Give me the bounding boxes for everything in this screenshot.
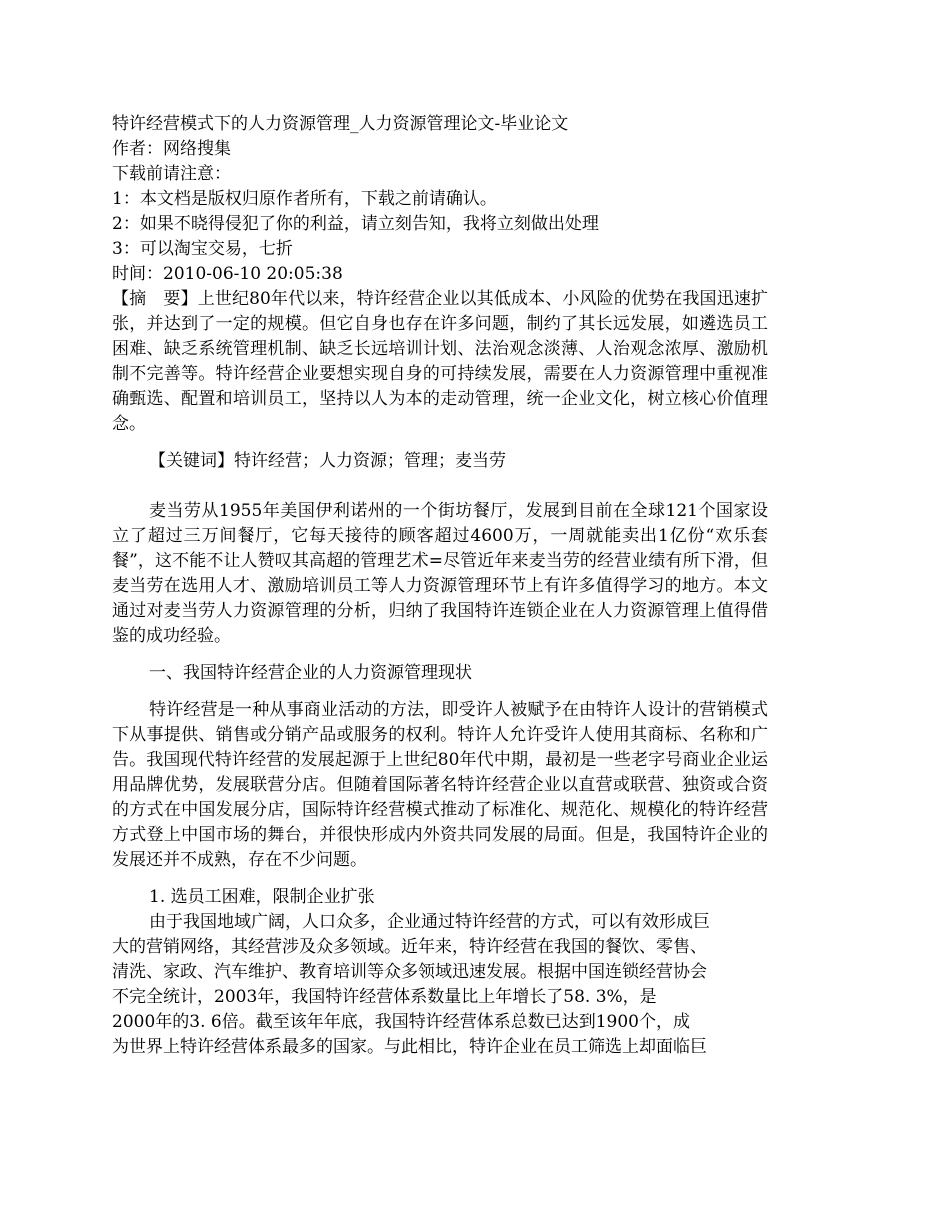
document-page [112,112,768,1060]
subsection-heading: 1. 选员工困难，限制企业扩张 [149,887,375,907]
subsection-line: 由于我国地域广阔，人口众多，企业通过特许经营的方式，可以有效形成巨 [149,912,710,932]
subsection-line: 清洗、家政、汽车维护、教育培训等众多领域迅速发展。根据中国连锁经营协会 [112,962,707,982]
subsection-line: 大的营销网络，其经营涉及众多领域。近年来，特许经营在我国的餐饮、零售、 [112,937,707,957]
intro-paragraph: 麦当劳从1955年美国伊利诺州的一个街坊餐厅，发展到目前在全球121个国家设立了超过三万间餐厅，它每天接待的顾客超过4600万，一周就能卖出1亿份“欢乐套餐”，这不能不让人赞叹其高超的管理艺术=尽管近年来麦当劳的经营业绩有所下滑，但麦当劳在选用人才、激励培训员工等人力资源管理环节上有许多值得学习的地方。本文通过对麦当劳人力资源管理的分析，归纳了我国特许连锁企业在人力资源管理上值得借鉴的成功经验。 [112,501,768,646]
section-heading: 一、我国特许经营企业的人力资源管理现状 [149,663,472,683]
abstract-paragraph: 【摘 要】上世纪80年代以来，特许经营企业以其低成本、小风险的优势在我国迅速扩张，并达到了一定的规模。但它自身也存在许多问题，制约了其长远发展，如遴选员工困难、缺乏系统管理机制、缺乏长远培训计划、法治观念淡薄、人治观念浓厚、激励机制不完善等。特许经营企业要想实现自身的可持续发展，需要在人力资源管理中重视准确甄选、配置和培训员工，坚持以人为本的走动管理，统一企业文化，树立核心价值理念。 [112,289,768,434]
subsection-line: 2000年的3. 6倍。截至该年年底，我国特许经营体系总数已达到1900个，成 [112,1012,690,1032]
spacer [112,873,768,885]
subsection-line: 不完全统计，2003年，我国特许经营体系数量比上年增长了58. 3%，是 [112,987,657,1007]
section-paragraph: 特许经营是一种从事商业活动的方法，即受许人被赋予在由特许人设计的营销模式下从事提供、销售或分销产品或服务的权利。特许人允许受许人使用其商标、名称和广告。我国现代特许经营的发展起源于上世纪80年代中期，最初是一些老字号商业企业运用品牌优势，发展联营分店。但随着国际著名特许经营企业以直营或联营、独资或合资的方式在中国发展分店，国际特许经营模式推动了标准化、规范化、规模化的特许经营方式登上中国市场的舞台，并很快形成内外资共同发展的局面。但是，我国特许企业的发展还并不成熟，存在不少问题。 [112,700,768,870]
notice-heading: 下载前请注意： [112,164,231,184]
spacer [112,686,768,698]
spacer [112,649,768,661]
spacer [112,437,768,449]
document-title: 特许经营模式下的人力资源管理_人力资源管理论文-毕业论文 [112,114,569,134]
subsection-line: 为世界上特许经营体系最多的国家。与此相比，特许企业在员工筛选上却面临巨 [112,1037,707,1057]
notice-item: 3：可以淘宝交易，七折 [112,239,293,259]
notice-item: 2：如果不晓得侵犯了你的利益，请立刻告知，我将立刻做出处理 [112,214,599,234]
notice-item: 1：本文档是版权归原作者所有，下载之前请确认。 [112,189,497,209]
spacer [112,474,768,499]
timestamp: 时间：2010-06-10 20:05:38 [112,264,343,284]
keywords-line: 【关键词】特许经营；人力资源；管理；麦当劳 [149,451,506,471]
author-line: 作者：网络搜集 [112,139,231,159]
